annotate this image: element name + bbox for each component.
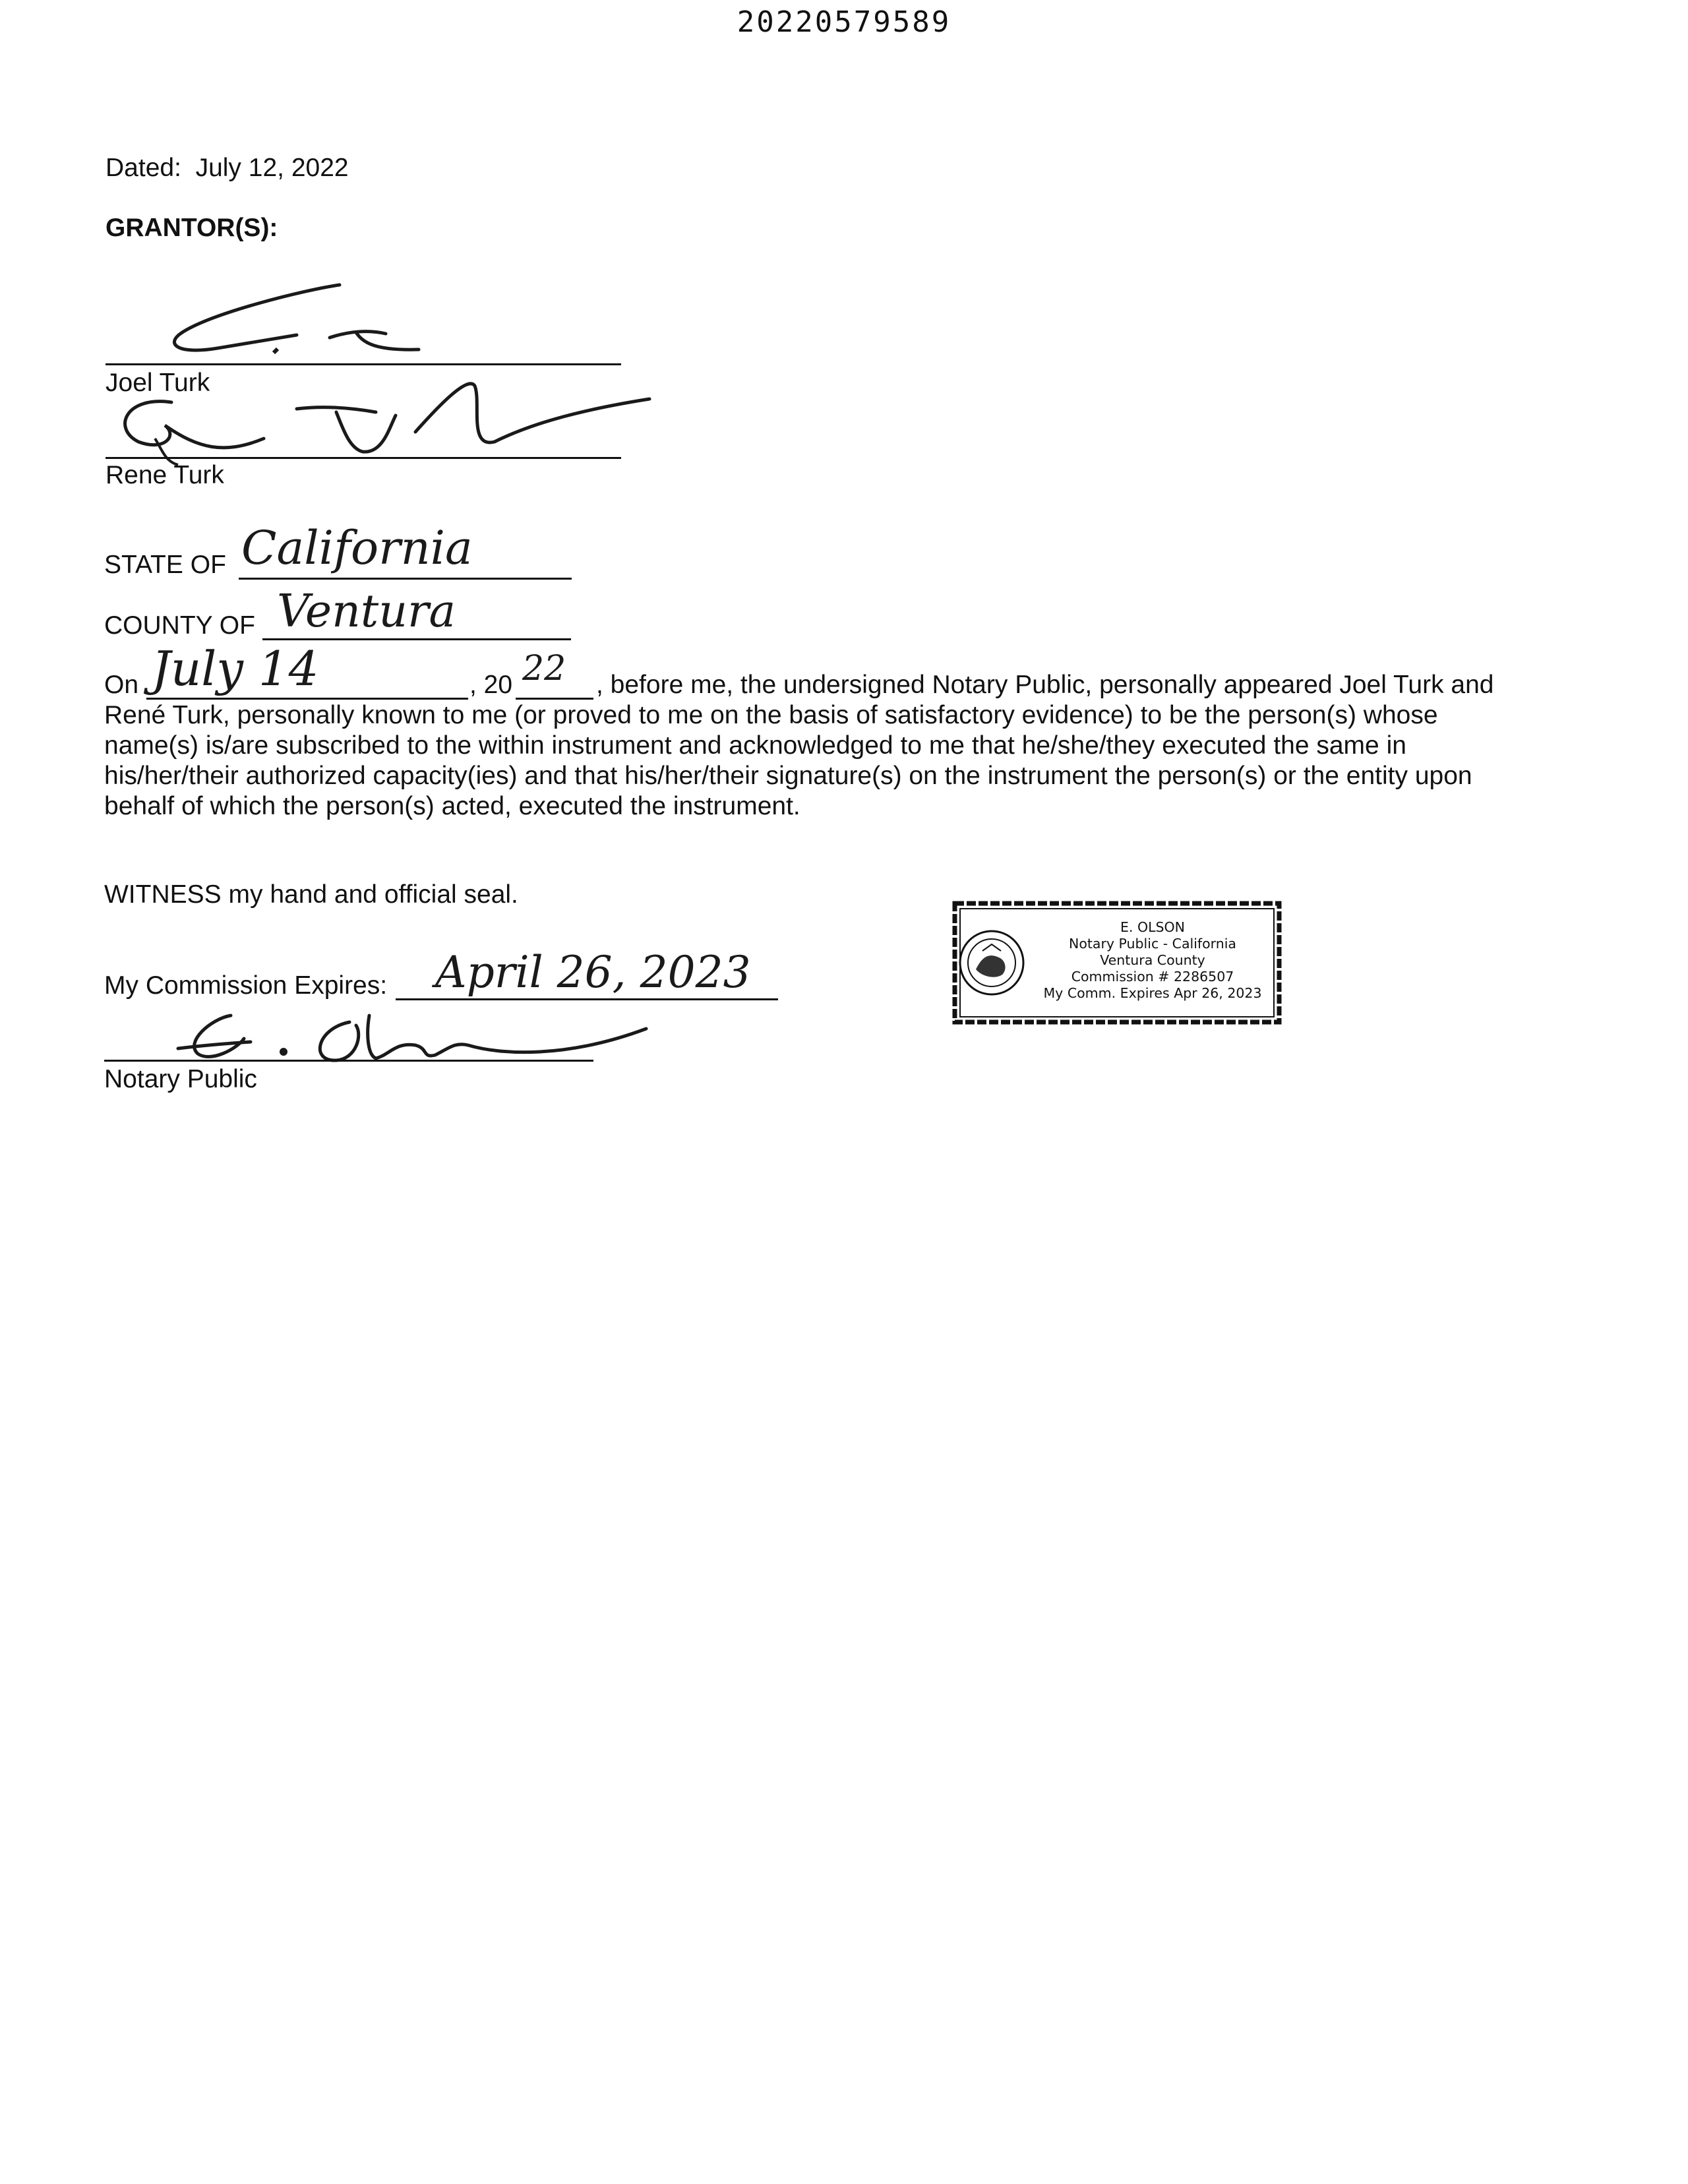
joel-turk-signature — [158, 277, 435, 369]
signer-2-name: Rene Turk — [106, 461, 224, 489]
on-label: On — [104, 671, 139, 699]
seal-title: Notary Public - California — [1069, 936, 1236, 952]
signature-line-1 — [106, 363, 621, 365]
notary-signature-line — [104, 1060, 593, 1062]
seal-county: Ventura County — [1100, 952, 1205, 968]
ack-line-2: René Turk, personally known to me (or proved to me on the basis of satisfactory evidence) to be the person(s) whose — [104, 701, 1438, 729]
commission-value: April 26, 2023 — [435, 947, 751, 998]
ack-line-4: his/her/their authorized capacity(ies) and that his/her/their signature(s) on the instrument the person(s) or the entity upon — [104, 762, 1472, 790]
ack-line-5: behalf of which the person(s) acted, executed the instrument. — [104, 792, 800, 820]
year-underline — [516, 698, 593, 700]
commission-underline — [396, 998, 778, 1000]
ack-date: July 14 — [152, 641, 319, 696]
notary-seal-stamp — [950, 897, 1286, 1029]
commission-label: My Commission Expires: — [104, 971, 388, 1000]
state-value: California — [241, 521, 473, 575]
seal-expires: My Comm. Expires Apr 26, 2023 — [1043, 985, 1262, 1001]
seal-name: E. OLSON — [1120, 919, 1186, 935]
notary-label: Notary Public — [104, 1065, 257, 1093]
dated-value: July 12, 2022 — [195, 154, 349, 182]
date-underline — [146, 698, 468, 700]
state-label: STATE OF — [104, 551, 226, 579]
ack-line-3: name(s) is/are subscribed to the within instrument and acknowledged to me that he/she/they executed the same in — [104, 731, 1406, 760]
county-value: Ventura — [277, 586, 456, 638]
ack-line-1: , before me, the undersigned Notary Public, personally appeared Joel Turk and — [596, 671, 1494, 699]
ack-year: 22 — [522, 649, 566, 688]
dated-line — [106, 153, 349, 183]
county-underline — [262, 638, 571, 640]
signer-1-name: Joel Turk — [106, 369, 210, 397]
state-underline — [239, 578, 572, 580]
document-number: 20220579589 — [737, 5, 951, 39]
dated-label: Dated: — [106, 154, 181, 182]
year-prefix: , 20 — [469, 671, 513, 699]
witness-text: WITNESS my hand and official seal. — [104, 880, 518, 909]
grantors-heading: GRANTOR(S): — [106, 214, 278, 242]
seal-commission: Commission # 2286507 — [1071, 969, 1234, 985]
county-label: COUNTY OF — [104, 611, 255, 640]
seal-text-block — [1027, 919, 1278, 1002]
signature-line-2 — [106, 457, 621, 459]
